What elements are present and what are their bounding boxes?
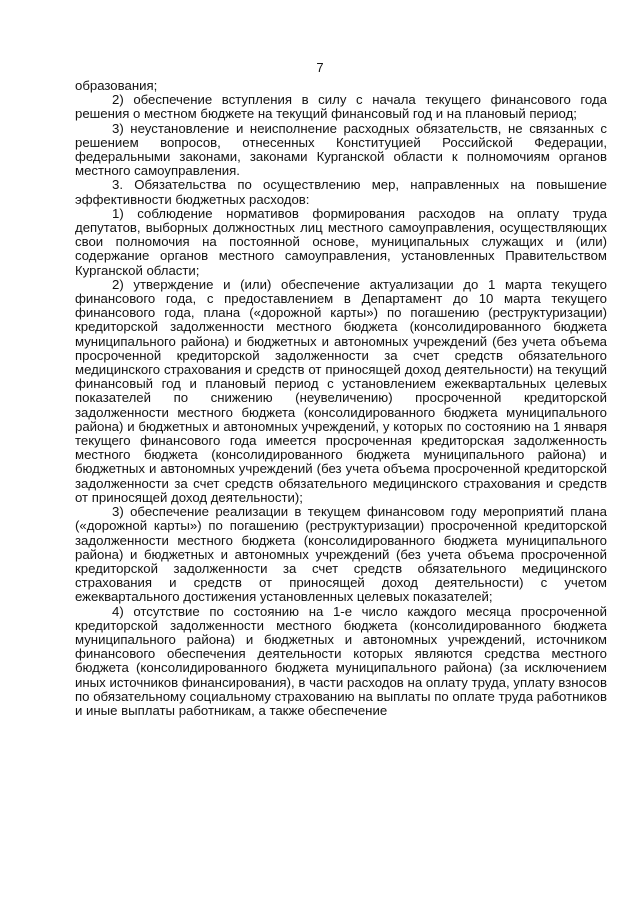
paragraph: 1) соблюдение нормативов формирования расходов на оплату труда депутатов, выборных должностных лиц местного самоуправления, осуществляющих свои полномочия на постоянной основе, муниципальных служащих и (или) содержание органов местного самоуправления, установленных Правительством Курганской области; <box>75 205 607 278</box>
paragraph: 4) отсутствие по состоянию на 1-е число каждого месяца просроченной кредиторской задолженности местного бюджета (консолидированного бюджета муниципального района) и бюджетных и автономных учреждений, источником финансового обеспечения деятельности которых являются средства местного бюджета (консолидированного бюджета муниципального района) (за исключением иных источников финансирования), в части расходов на оплату труда, уплату взносов по обязательному социальному страхованию на выплаты по оплате труда работников и иные выплаты работникам, а также обеспечение <box>75 603 607 718</box>
paragraph: образования; <box>75 78 158 93</box>
paragraph: 3) неустановление и неисполнение расходных обязательств, не связанных с решением вопросов, отнесенных Конституцией Российской Федерации, федеральными законами, законами Курганской области к полномочиям органов местного самоуправления. <box>75 120 607 179</box>
paragraph: 3) обеспечение реализации в текущем финансовом году мероприятий плана («дорожной карты») по погашению (реструктуризации) просроченной кредиторской задолженности местного бюджета (консолидированного бюджета муниципального района) и бюджетных и автономных учреждений (без учета объема просроченной кредиторской задолженности за счет средств обязательного медицинского страхования и средств от приносящей доход деятельности) с учетом ежеквартального достижения установленных целевых показателей; <box>75 504 607 605</box>
paragraph: 2) утверждение и (или) обеспечение актуализации до 1 марта текущего финансового года, с предоставлением в Департамент до 10 марта текущего финансового года, плана («дорожной карты») по погашению (реструктуризации) кредиторской задолженности местного бюджета (консолидированного бюджета муниципального района) и бюджетных и автономных учреждений (без учета объема просроченной кредиторской задолженности за счет средств обязательного медицинского страхования и средств от приносящей доход деятельности) на текущий финансовый год и плановый период с установлением ежеквартальных целевых показателей по снижению (неувеличению) просроченной кредиторской задолженности местного бюджета (консолидированного бюджета муниципального района) и бюджетных и автономных учреждений, у которых по состоянию на 1 января текущего финансового года имеется просроченная кредиторская задолженность местного бюджета (консолидированного бюджета муниципального района) и бюджетных и автономных учреждений (без учета объема просроченной кредиторской задолженности за счет средств обязательного медицинского страхования и средств от приносящей доход деятельности); <box>75 276 607 505</box>
paragraph: 3. Обязательства по осуществлению мер, направленных на повышение эффективности бюджетных расходов: <box>75 177 607 207</box>
page-number: 7 <box>316 60 324 75</box>
paragraph: 2) обеспечение вступления в силу с начала текущего финансового года решения о местном бюджете на текущий финансовый год и на плановый период; <box>75 92 607 122</box>
document-body <box>75 79 607 718</box>
